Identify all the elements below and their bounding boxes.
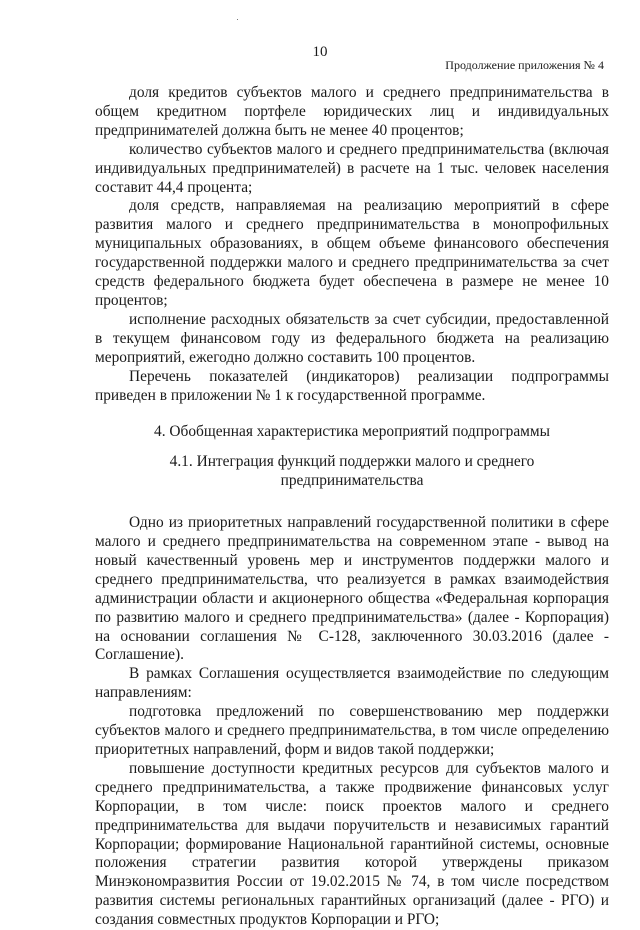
paragraph: Перечень показателей (индикаторов) реализации подпрограммы приведен в приложении № 1 к государственной программе.: [95, 367, 609, 404]
paragraph: доля кредитов субъектов малого и среднего предпринимательства в общем кредитном портфеле юридических лиц и индивидуальных предпринимателей должна быть не менее 40 процентов;: [95, 84, 609, 139]
paragraph: исполнение расходных обязательств за счет субсидии, предоставленной в текущем финансовом году из федерального бюджета на реализацию мероприятий, ежегодно должно составить 100 процентов.: [95, 310, 609, 366]
paragraph: количество субъектов малого и среднего предпринимательства (включая индивидуальных предпринимателей) в расчете на 1 тыс. человек населения составит 44,4 процента;: [95, 140, 609, 196]
subsection-heading: 4.1. Интеграция функций поддержки малого и среднего предпринимательства: [169, 453, 535, 490]
appendix-continuation-note: Продолжение приложения № 4: [445, 58, 604, 72]
paragraph: повышение доступности кредитных ресурсов для субъектов малого и среднего предпринимательства, а также продвижение финансовых услуг Корпорации, в том числе: поиск проектов малого и среднего предпринимательства для выдачи поручительств и независимых гарантий Корпорации; формирование Национальной гарантийной системы, основные положения стратегии развития которой утверждены приказом Минэкономразвития России от 19.02.2015 № 74, в том числе посредством развития системы региональных гарантийных организаций (далее - РГО) и создания совместных продуктов Корпорации и РГО;: [95, 759, 609, 929]
section-heading: 4. Обобщенная характеристика мероприятий подпрограммы: [154, 423, 550, 441]
scan-speck: [237, 19, 238, 20]
paragraph: доля средств, направляемая на реализацию мероприятий в сфере развития малого и среднего предпринимательства в монопрофильных муниципальных образованиях, в общем объеме финансового обеспечения государственной поддержки малого и среднего предпринимательства за счет средств федерального бюджета будет обеспечена в размере не менее 10 процентов;: [95, 197, 609, 309]
paragraph: подготовка предложений по совершенствованию мер поддержки субъектов малого и среднего предпринимательства, в том числе определению приоритетных направлений, форм и видов такой поддержки;: [95, 703, 609, 758]
page-number: 10: [312, 44, 328, 60]
document-body: [95, 84, 609, 930]
paragraph: Одно из приоритетных направлений государственной политики в сфере малого и среднего предпринимательства на современном этапе - вывод на новый качественный уровень мер и инструментов поддержки малого и среднего предпринимательства, что реализуется в рамках взаимодействия администрации области и акционерного общества «Федеральная корпорация по развитию малого и среднего предпринимательства» (далее - Корпорация) на основании соглашения № С-128, заключенного 30.03.2016 (далее - Соглашение).: [95, 514, 609, 664]
paragraph: В рамках Соглашения осуществляется взаимодействие по следующим направлениям:: [95, 665, 609, 702]
